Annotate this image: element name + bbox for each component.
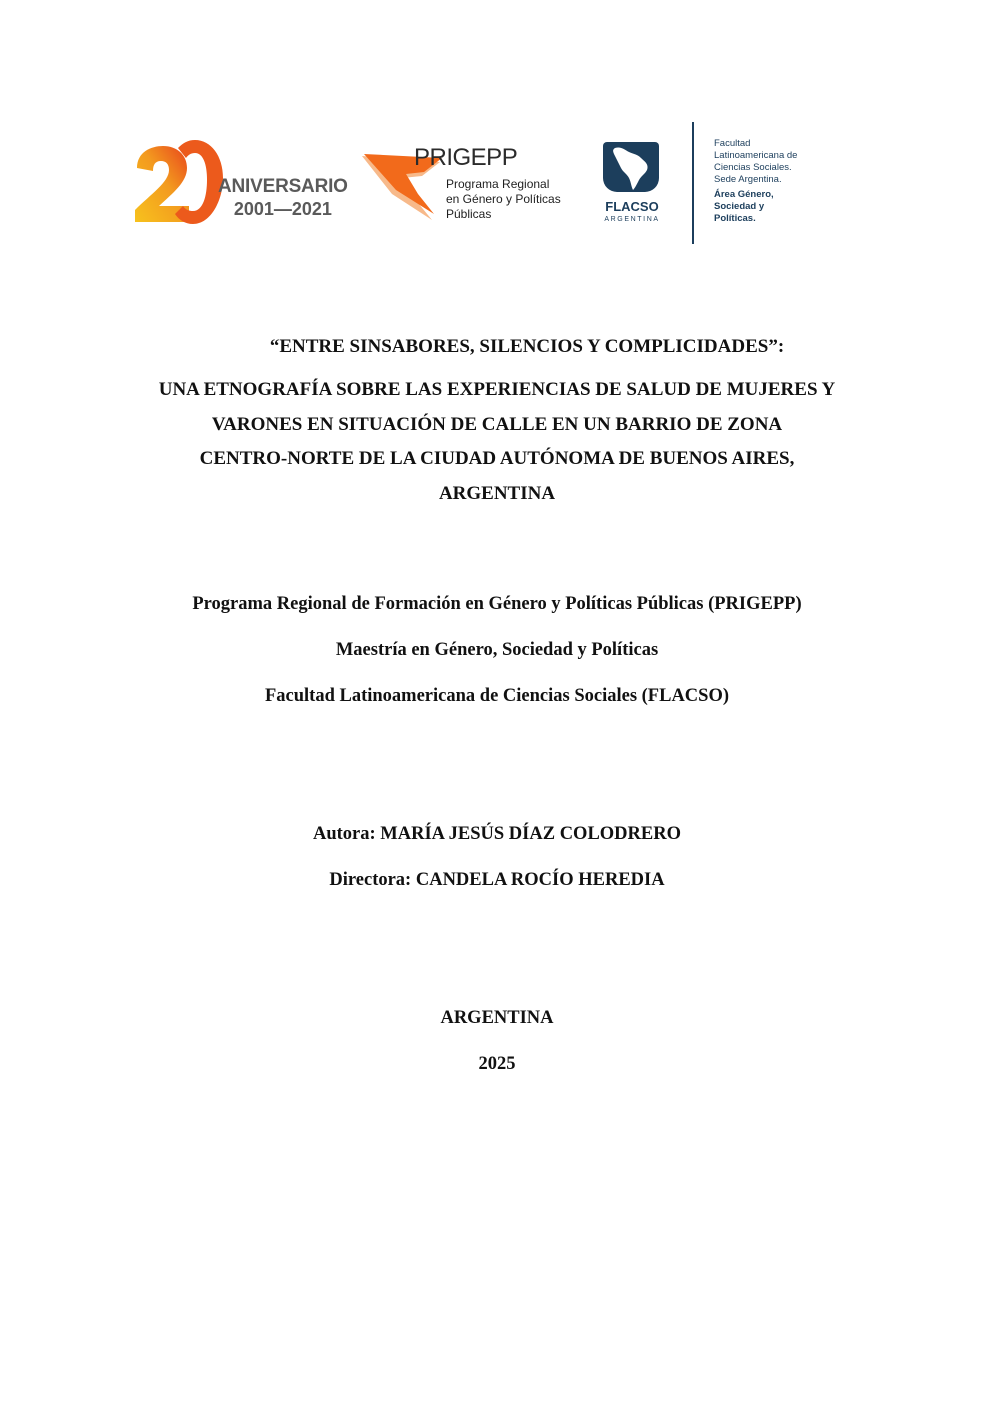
title-line-1: “ENTRE SINSABORES, SILENCIOS Y COMPLICIDADES”:	[269, 336, 785, 357]
title-line-5: ARGENTINA	[438, 482, 556, 504]
logo-header	[0, 118, 994, 248]
flacso-area: Área Género, Sociedad y Políticas.	[714, 189, 774, 224]
people-info	[100, 820, 894, 912]
director-line: Directora: CANDELA ROCÍO HEREDIA	[329, 870, 665, 890]
prigepp-name: PRIGEPP	[414, 144, 518, 171]
anniversary-years: 2001—2021	[233, 199, 332, 219]
anniversary-20-graphic	[133, 138, 223, 230]
anniversary-text	[218, 176, 348, 220]
flacso-name: FLACSO	[605, 199, 659, 214]
thesis-title	[100, 333, 894, 511]
flacso-map-icon	[603, 142, 659, 192]
prigepp-logo	[362, 144, 562, 224]
flacso-divider	[692, 122, 694, 244]
flacso-description	[714, 138, 797, 225]
anniversary-logo	[133, 138, 348, 230]
program-name: Programa Regional de Formación en Género y Políticas Públicas (PRIGEPP)	[192, 594, 802, 614]
year-line: 2025	[478, 1054, 516, 1074]
flacso-faculty: Facultad Latinoamericana de Ciencias Sociales. Sede Argentina.	[714, 138, 798, 185]
place-date	[100, 1004, 894, 1096]
title-line-4: CENTRO-NORTE DE LA CIUDAD AUTÓNOMA DE BUENOS AIRES,	[199, 448, 795, 469]
author-line: Autora: MARÍA JESÚS DÍAZ COLODRERO	[313, 824, 681, 844]
flacso-country: ARGENTINA	[604, 216, 660, 223]
country-line: ARGENTINA	[440, 1008, 554, 1028]
degree-name: Maestría en Género, Sociedad y Políticas	[335, 640, 659, 660]
institution-name: Facultad Latinoamericana de Ciencias Sociales (FLACSO)	[264, 686, 730, 706]
title-line-3: VARONES EN SITUACIÓN DE CALLE EN UN BARRIO DE ZONA	[211, 413, 783, 435]
anniversary-label: ANIVERSARIO	[218, 176, 348, 197]
title-line-2: UNA ETNOGRAFÍA SOBRE LAS EXPERIENCIAS DE SALUD DE MUJERES Y	[158, 379, 836, 400]
prigepp-subtitle: Programa Regional en Género y Políticas Públicas	[446, 177, 561, 221]
program-info	[100, 590, 894, 728]
flacso-logo	[600, 140, 664, 228]
